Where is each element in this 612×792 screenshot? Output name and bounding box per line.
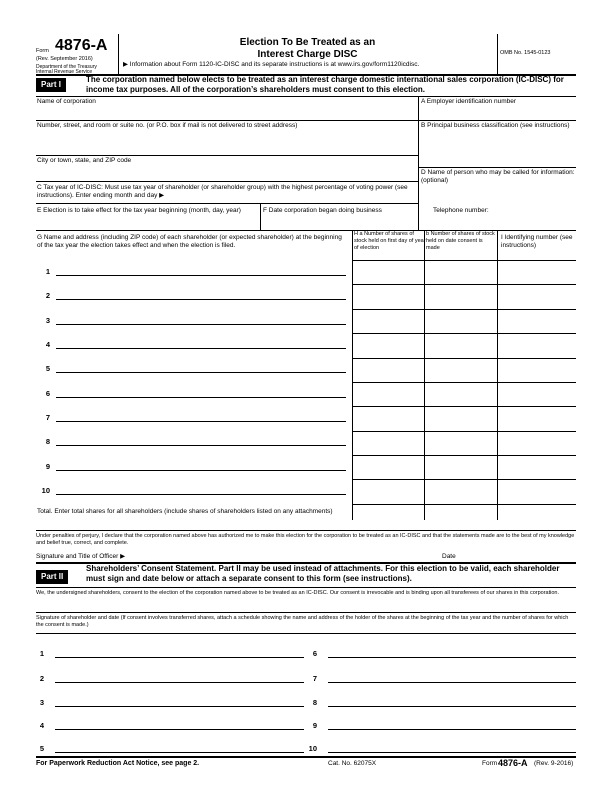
consent-signature-line-3[interactable] xyxy=(55,706,304,707)
consent-signature-line-6[interactable] xyxy=(328,657,576,658)
consent-signature-line-10[interactable] xyxy=(328,752,576,753)
consent-signature-line-2[interactable] xyxy=(55,682,304,683)
ein-label: A Employer identification number xyxy=(421,98,517,105)
consent-row-number: 8 xyxy=(312,698,317,707)
officer-date-field[interactable] xyxy=(466,551,566,561)
tax-year-label: C Tax year of IC-DISC: Must use tax year of shareholder (or shareholder group) with the highest percentage of voting power (see instructions). Enter ending month and day ▶ xyxy=(37,184,408,199)
contact-person-label: D Name of person who may be called for information: (optional) xyxy=(421,169,575,184)
shareholder-line-7[interactable] xyxy=(56,421,346,422)
shareholder-line-10[interactable] xyxy=(56,494,346,495)
signature-note: Signature of shareholder and date (If consent involves transferred shares, attach a schedule showing the name and address of the holder of the shares at the beginning of the tax year and the number of shares for which the consent is made.) xyxy=(36,615,569,628)
consent-signature-line-7[interactable] xyxy=(328,682,576,683)
telephone-label: Telephone number: xyxy=(433,207,489,214)
consent-row-number: 5 xyxy=(39,744,44,753)
total-shares-consent-date[interactable] xyxy=(426,506,495,519)
form-title-line1: Election To Be Treated as an xyxy=(239,37,376,48)
consent-text: We, the undersigned shareholders, consent to the election of the corporation named above to be treated as an IC-DISC. Our consent is irrevocable and is binding upon all transferees of our shares in this corporation. xyxy=(36,590,560,596)
street-address-field[interactable] xyxy=(37,132,415,152)
consent-signature-line-8[interactable] xyxy=(328,706,576,707)
name-label: Name of corporation xyxy=(37,98,96,105)
shares-consent-date-header: b Number of shares of stock held on date consent is made xyxy=(426,231,495,251)
consent-row-number: 3 xyxy=(39,698,44,707)
consent-signature-line-1[interactable] xyxy=(55,657,304,658)
part-2-tag: Part II xyxy=(36,570,68,584)
shareholder-header: G Name and address (including ZIP code) of each shareholder (or expected shareholder) at the beginning of the tax year the election takes effect and when the election is filed. xyxy=(37,234,342,249)
shares-first-day-header: H a Number of shares of stock held on first day of year of election xyxy=(354,231,426,251)
row-number: 3 xyxy=(45,316,50,325)
contact-person-field[interactable] xyxy=(421,188,575,202)
city-state-zip-field[interactable] xyxy=(37,166,415,180)
shareholder-line-9[interactable] xyxy=(56,470,346,471)
shareholder-line-8[interactable] xyxy=(56,445,346,446)
corporation-name-field[interactable] xyxy=(37,106,415,118)
row-number: 1 xyxy=(45,267,50,276)
identifying-number-header: I Identifying number (see instructions) xyxy=(501,234,573,249)
info-line: ▶ Information about Form 1120-IC-DISC and its separate instructions is at www.irs.gov/form1120icdisc. xyxy=(123,61,420,68)
consent-row-number: 6 xyxy=(312,649,317,658)
row-number: 8 xyxy=(45,437,50,446)
consent-row-number: 10 xyxy=(308,744,317,753)
business-class-label: B Principal business classification (see instructions) xyxy=(421,122,570,129)
footer-form-number: 4876-A xyxy=(498,758,528,768)
part-1-title: The corporation named below elects to be treated as an interest charge domestic international sales corporation (IC-DISC) for income tax purposes. All of the corporation’s shareholders must consent to this election. xyxy=(86,75,564,94)
total-label: Total. Enter total shares for all shareholders (include shares of shareholders listed on any attachments) xyxy=(37,508,333,515)
row-number: 2 xyxy=(45,291,50,300)
footer-form-label: Form xyxy=(482,760,498,767)
row-number: 6 xyxy=(45,389,50,398)
consent-signature-line-9[interactable] xyxy=(328,729,576,730)
omb-number: OMB No. 1545-0123 xyxy=(500,50,551,56)
form-label: Form xyxy=(36,48,49,54)
row-number: 7 xyxy=(45,413,50,422)
shareholder-line-3[interactable] xyxy=(56,324,346,325)
officer-signature-field[interactable] xyxy=(140,551,430,561)
total-shares-first-day[interactable] xyxy=(354,506,422,519)
shareholder-line-1[interactable] xyxy=(56,275,346,276)
consent-signature-line-4[interactable] xyxy=(55,729,304,730)
ein-field[interactable] xyxy=(421,107,575,119)
consent-row-number: 7 xyxy=(312,674,317,683)
election-effective-label: E Election is to take effect for the tax year beginning (month, day, year) xyxy=(37,207,241,214)
form-number: 4876-A xyxy=(55,37,108,54)
signature-label: Signature and Title of Officer ▶ xyxy=(36,553,126,560)
catalog-number: Cat. No. 62075X xyxy=(328,760,377,767)
city-label: City or town, state, and ZIP code xyxy=(37,157,132,164)
consent-row-number: 4 xyxy=(39,721,44,730)
business-class-field[interactable] xyxy=(421,140,575,165)
street-label: Number, street, and room or suite no. (or P.O. box if mail is not delivered to street address) xyxy=(37,122,298,129)
consent-signature-line-5[interactable] xyxy=(55,752,304,753)
department: Department of the Treasury xyxy=(36,64,97,70)
agency: Internal Revenue Service xyxy=(36,69,93,75)
part-2-title: Shareholders’ Consent Statement. Part II may be used instead of attachments. For this election to be valid, each shareholder must sign and date below or attach a separate consent to this form (see instructions). xyxy=(86,564,560,583)
date-label: Date xyxy=(442,553,456,560)
row-number: 9 xyxy=(45,462,50,471)
row-number: 10 xyxy=(41,486,50,495)
consent-row-number: 1 xyxy=(39,649,44,658)
form-title-line2: Interest Charge DISC xyxy=(257,49,358,60)
footer-revision: (Rev. 9-2016) xyxy=(534,760,574,767)
revision-date: (Rev. September 2016) xyxy=(36,56,93,62)
consent-row-number: 9 xyxy=(312,721,317,730)
paperwork-notice: For Paperwork Reduction Act Notice, see page 2. xyxy=(36,760,200,767)
perjury-statement: Under penalties of perjury, I declare that the corporation named above has authorized me to make this election for the corporation to be treated as an IC-DISC and that the statements made are to the best of my knowledge and belief true, correct, and complete. xyxy=(36,533,575,546)
row-number: 4 xyxy=(45,340,50,349)
shareholder-line-2[interactable] xyxy=(56,299,346,300)
row-number: 5 xyxy=(45,364,50,373)
consent-row-number: 2 xyxy=(39,674,44,683)
shareholder-line-6[interactable] xyxy=(56,397,346,398)
shareholder-line-5[interactable] xyxy=(56,372,346,373)
part-1-tag: Part I xyxy=(36,78,66,92)
business-start-label: F Date corporation began doing business xyxy=(263,207,382,214)
shareholder-line-4[interactable] xyxy=(56,348,346,349)
